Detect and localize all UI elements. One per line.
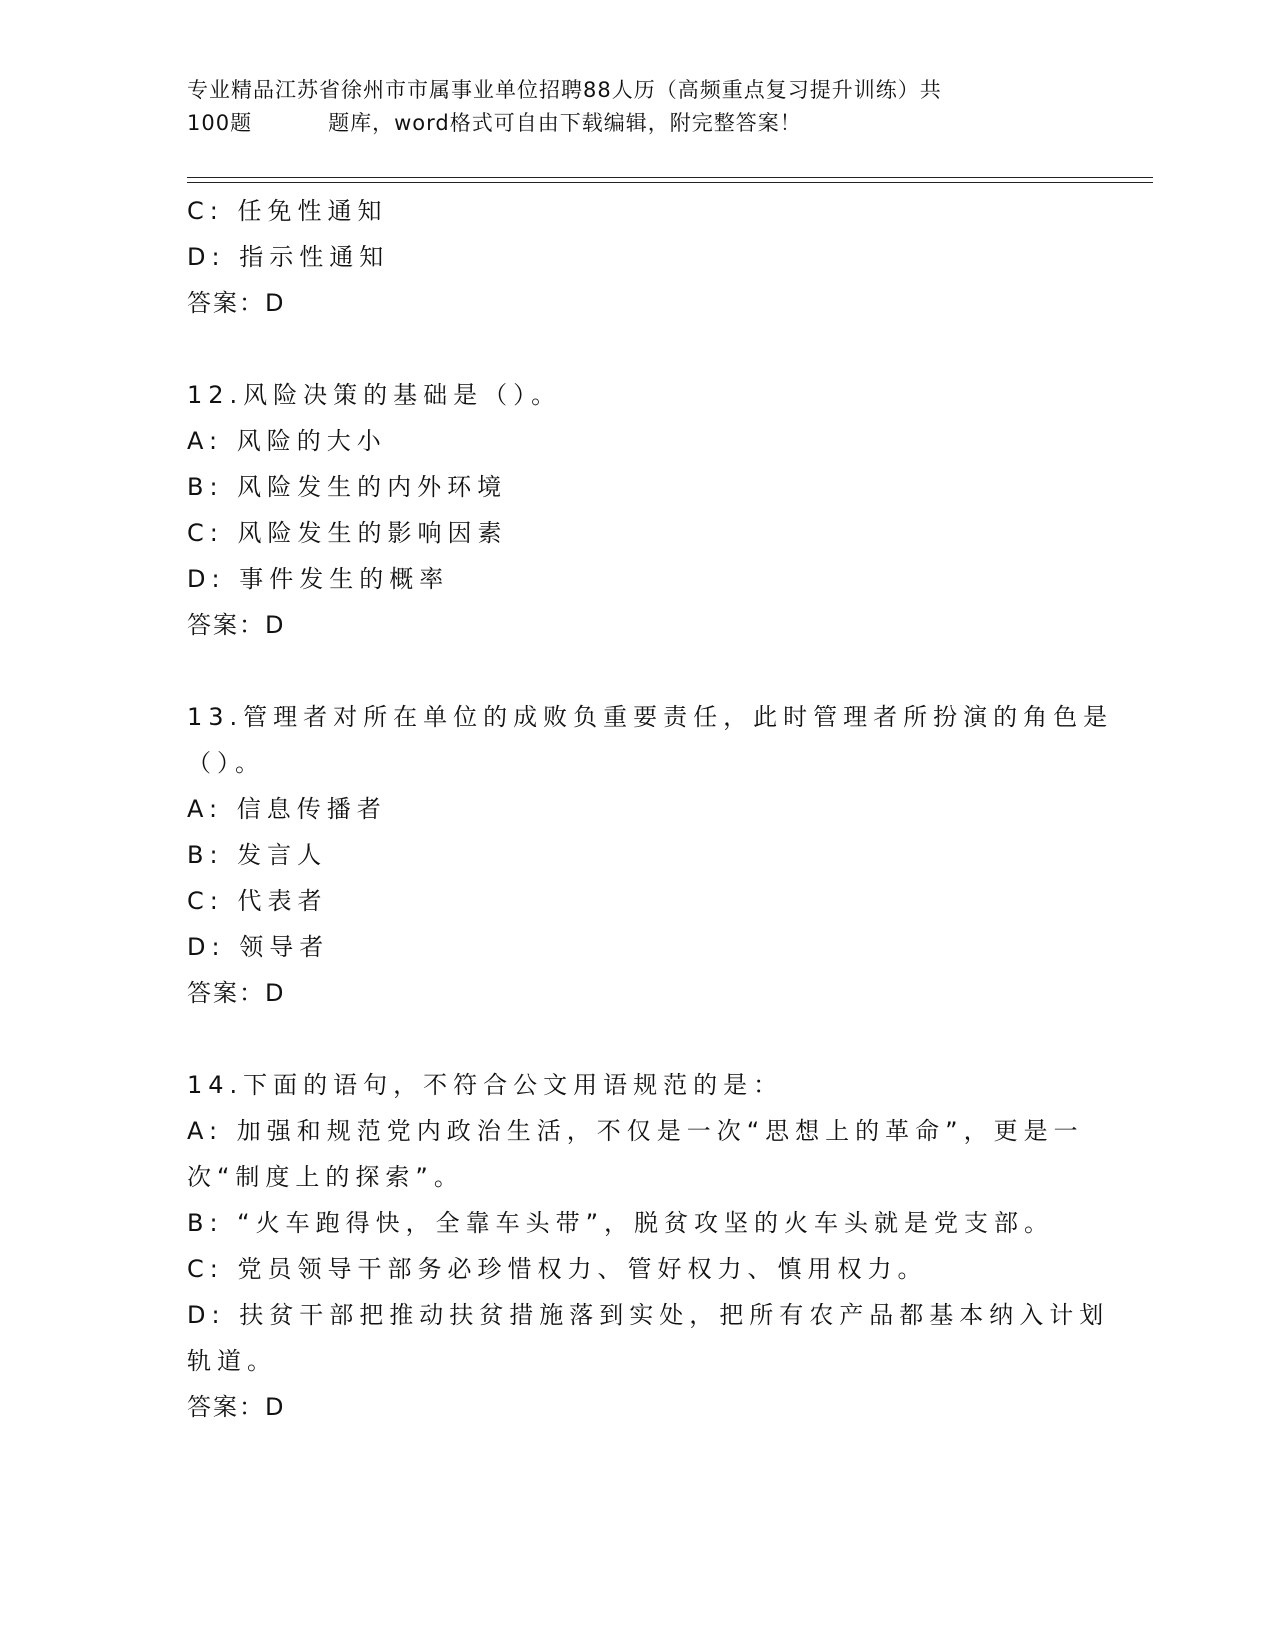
q12-option-c: C: 风险发生的影响因素 xyxy=(187,519,508,547)
header-title-line1: 专业精品江苏省徐州市市属事业单位招聘88人历（高频重点复习提升训练）共 xyxy=(187,78,942,102)
q14-option-c: C: 党员领导干部务必珍惜权力、管好权力、慎用权力。 xyxy=(187,1255,928,1283)
header-question-count: 100题 xyxy=(187,111,253,135)
q12-option-a: A: 风险的大小 xyxy=(187,427,387,455)
q12-stem: 12.风险决策的基础是（）。 xyxy=(187,381,562,409)
q13-stem-line2: （）。 xyxy=(187,749,265,777)
header-subtitle: 题库，word格式可自由下载编辑，附完整答案！ xyxy=(328,111,802,135)
q13-stem-line1: 13.管理者对所在单位的成败负重要责任，此时管理者所扮演的角色是 xyxy=(187,703,1114,731)
q13-option-a: A: 信息传播者 xyxy=(187,795,387,823)
q14-answer: 答案：D xyxy=(187,1393,286,1421)
question-content xyxy=(187,188,1114,1430)
q12-option-b: B: 风险发生的内外环境 xyxy=(187,473,508,501)
q12-answer: 答案：D xyxy=(187,611,286,639)
q14-option-a-line1: A: 加强和规范党内政治生活，不仅是一次“思想上的革命”，更是一 xyxy=(187,1117,1084,1145)
q11-answer: 答案：D xyxy=(187,289,286,317)
q13-answer: 答案：D xyxy=(187,979,286,1007)
page-header xyxy=(187,74,1067,140)
q14-option-b: B: “火车跑得快，全靠车头带”，脱贫攻坚的火车头就是党支部。 xyxy=(187,1209,1055,1237)
q14-option-a-line2: 次“制度上的探索”。 xyxy=(187,1163,464,1191)
q13-option-c: C: 代表者 xyxy=(187,887,328,915)
q11-option-c: C: 任免性通知 xyxy=(187,197,388,225)
q14-stem: 14.下面的语句，不符合公文用语规范的是： xyxy=(187,1071,784,1099)
q14-option-d-line2: 轨道。 xyxy=(187,1347,277,1375)
q12-option-d: D: 事件发生的概率 xyxy=(187,565,450,593)
header-divider-bottom xyxy=(187,182,1153,183)
q14-option-d-line1: D: 扶贫干部把推动扶贫措施落到实处，把所有农产品都基本纳入计划 xyxy=(187,1301,1110,1329)
q13-option-d: D: 领导者 xyxy=(187,933,330,961)
header-divider-top xyxy=(187,177,1153,178)
header-title-line2 xyxy=(187,107,1067,140)
q13-option-b: B: 发言人 xyxy=(187,841,328,869)
q11-option-d: D: 指示性通知 xyxy=(187,243,390,271)
